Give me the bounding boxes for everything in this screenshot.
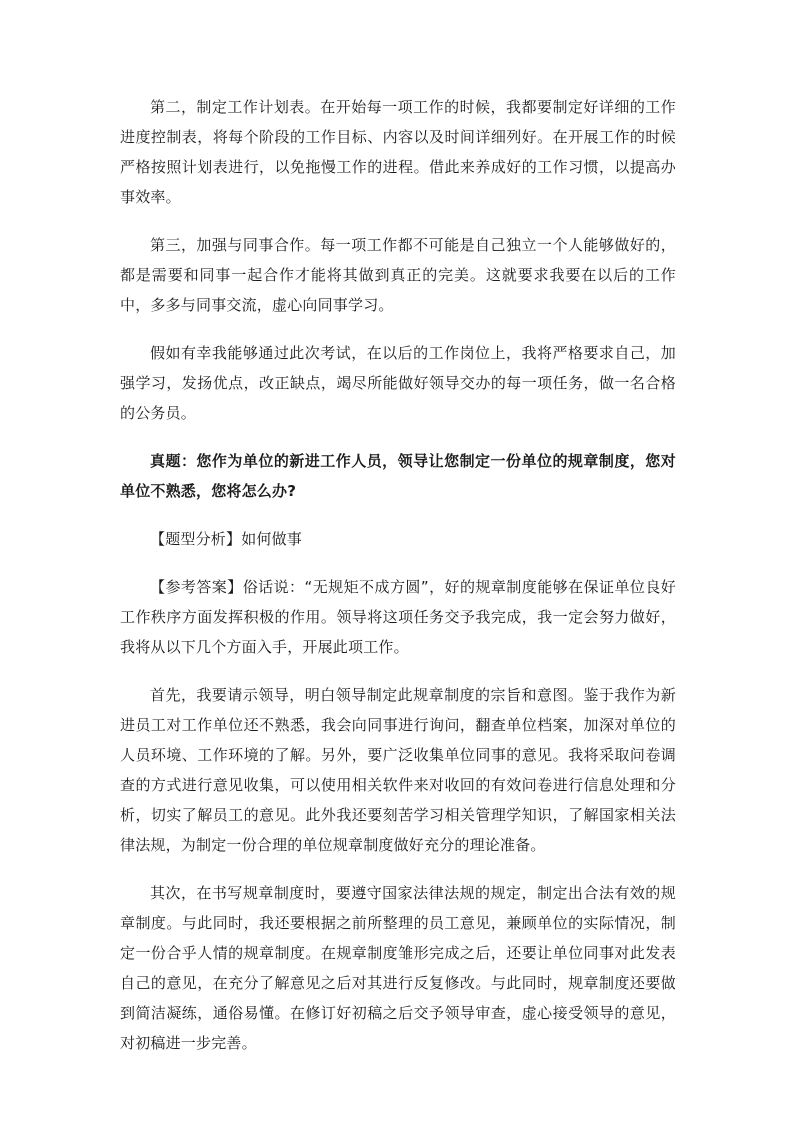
question-heading: 真题：您作为单位的新进工作人员，领导让您制定一份单位的规章制度，您对单位不熟悉，您将怎么办?: [120, 452, 676, 500]
paragraph-conclusion: 假如有幸我能够通过此次考试，在以后的工作岗位上，我将严格要求自己，加强学习，发扬优点，改正缺点，竭尽所能做好领导交办的每一项任务，做一名合格的公务员。: [120, 344, 676, 422]
paragraph-cooperation: 第三，加强与同事合作。每一项工作都不可能是自己独立一个人能够做好的，都是需要和同事一起合作才能将其做到真正的完美。这就要求我要在以后的工作中，多多与同事交流，虚心向同事学习。: [120, 236, 676, 314]
paragraph-work-plan: 第二，制定工作计划表。在开始每一项工作的时候，我都要制定好详细的工作进度控制表，将每个阶段的工作目标、内容以及时间详细列好。在开展工作的时候严格按照计划表进行，以免拖慢工作的进程。借此来养成好的工作习惯，以提高办事效率。: [120, 98, 676, 206]
question-type-analysis: 【题型分析】如何做事: [150, 530, 303, 548]
paragraph-second-step: 其次，在书写规章制度时，要遵守国家法律法规的规定，制定出合法有效的规章制度。与此同时，我还要根据之前所整理的员工意见，兼顾单位的实际情况，制定一份合乎人情的规章制度。在规章制度雏形完成之后，还要让单位同事对此发表自己的意见，在充分了解意见之后对其进行反复修改。与此同时，规章制度还要做到简洁凝练，通俗易懂。在修订好初稿之后交予领导审查，虚心接受领导的意见，对初稿进一步完善。: [120, 884, 676, 1052]
reference-answer-intro: 【参考答案】俗话说：“无规矩不成方圆”，好的规章制度能够在保证单位良好工作秩序方面发挥积极的作用。领导将这项任务交予我完成，我一定会努力做好，我将从以下几个方面入手，开展此项工作。: [120, 578, 676, 656]
document-page: [120, 92, 676, 1076]
paragraph-first-step: 首先，我要请示领导，明白领导制定此规章制度的宗旨和意图。鉴于我作为新进员工对工作单位还不熟悉，我会向同事进行询问，翻查单位档案，加深对单位的人员环境、工作环境的了解。另外，要广泛收集单位同事的意见。我将采取问卷调查的方式进行意见收集，可以使用相关软件来对收回的有效问卷进行信息处理和分析，切实了解员工的意见。此外我还要刻苦学习相关管理学知识，了解国家相关法律法规，为制定一份合理的单位规章制度做好充分的理论准备。: [120, 686, 676, 854]
